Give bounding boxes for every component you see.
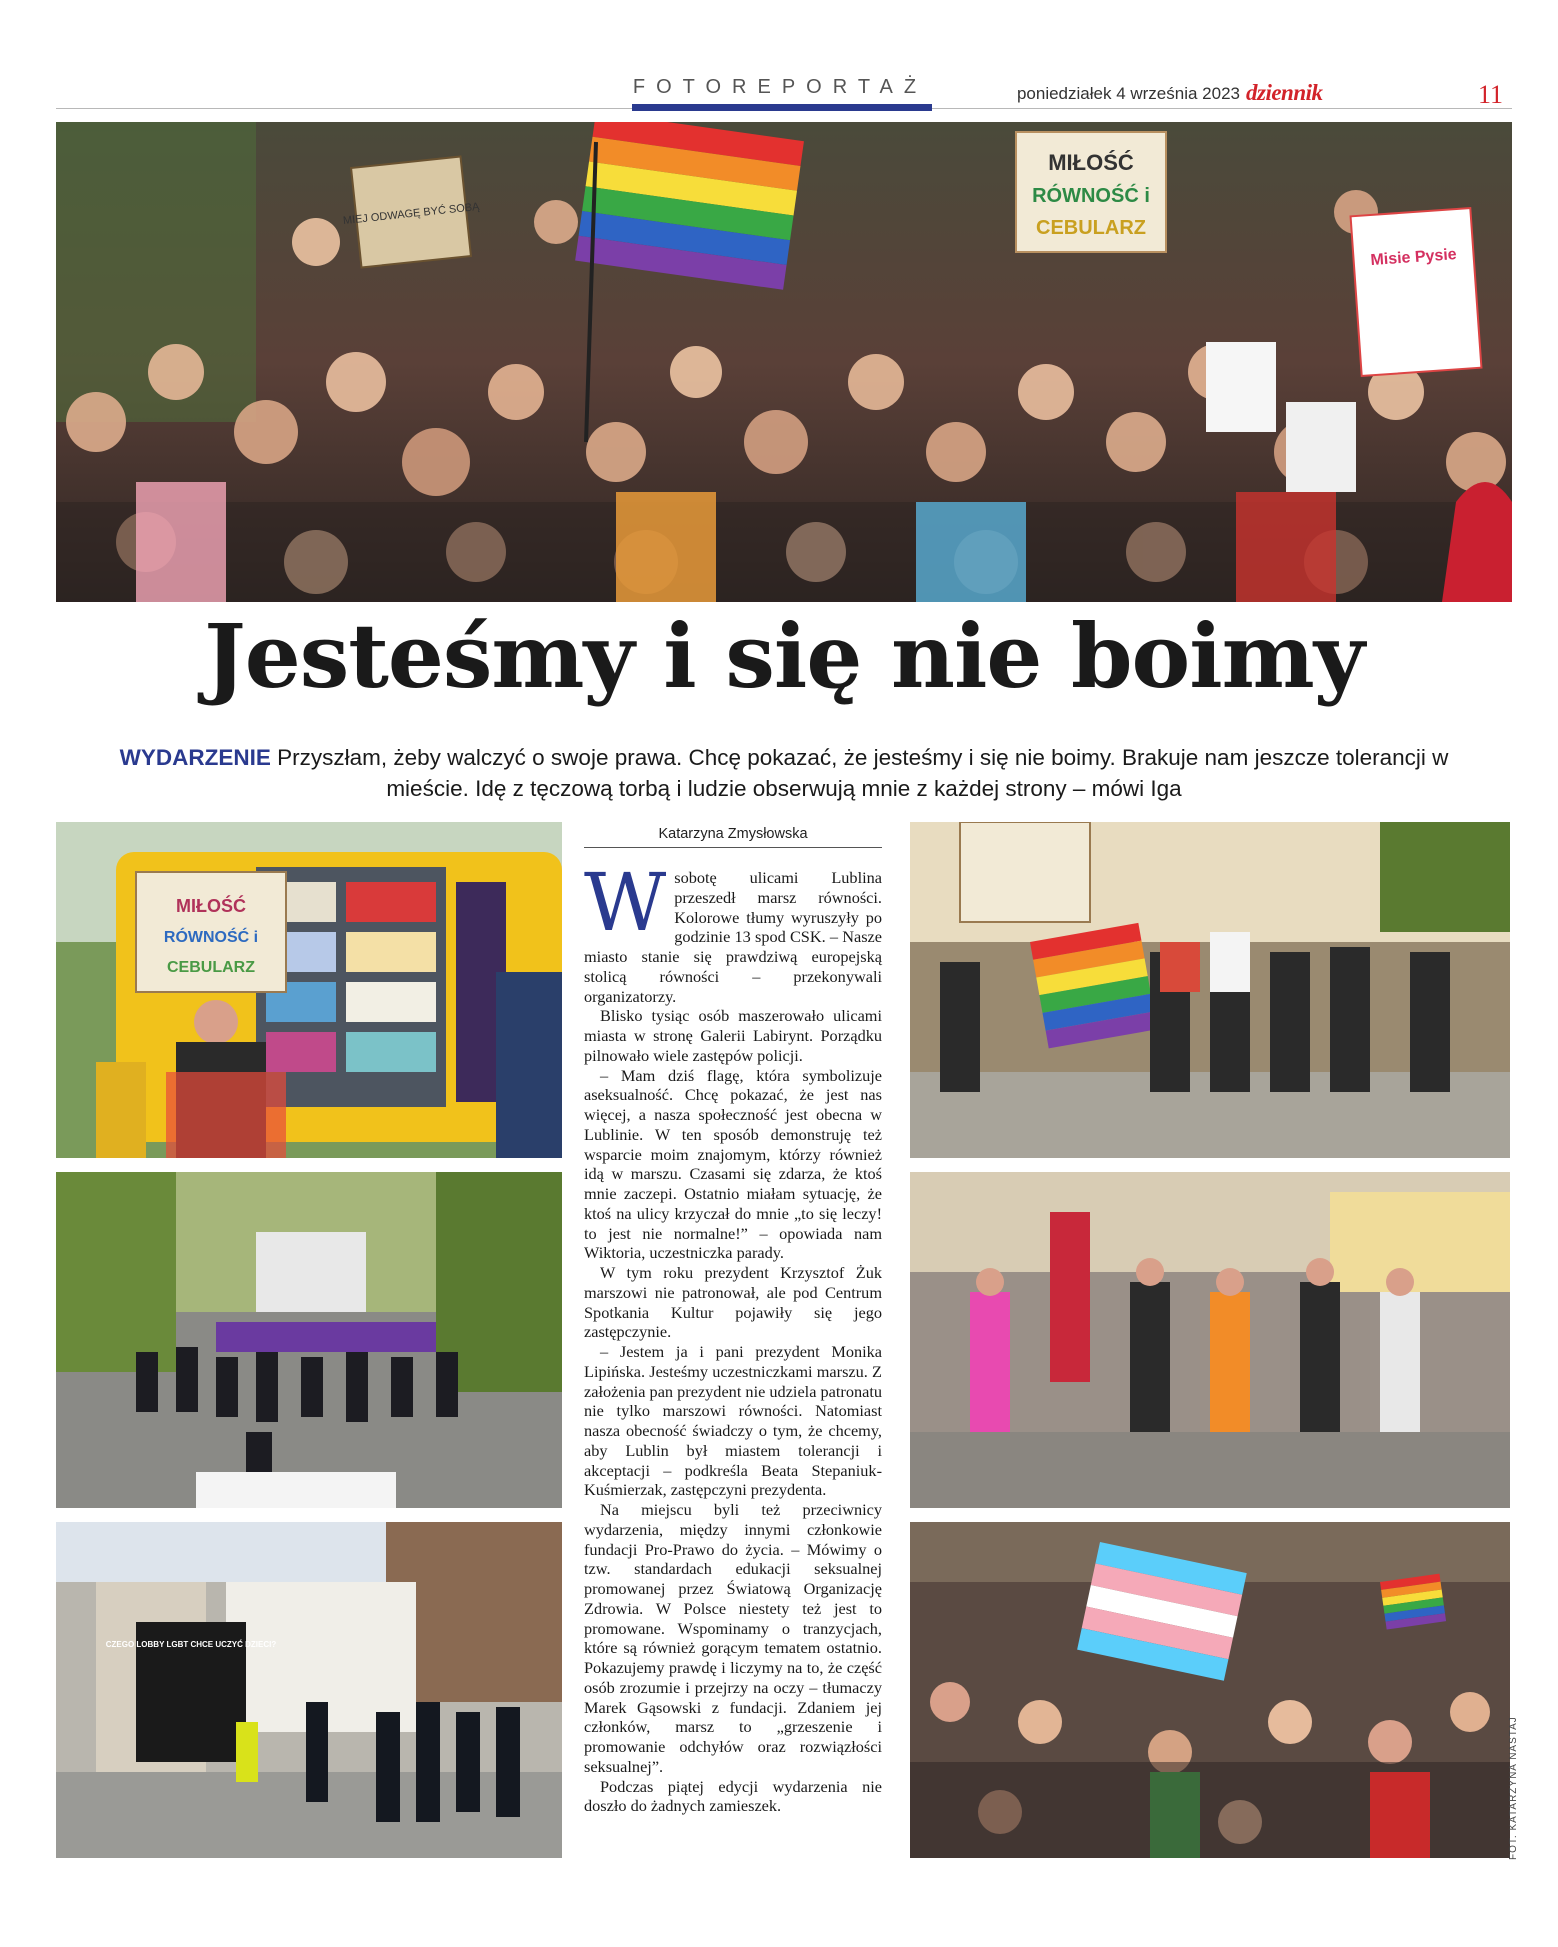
article-paragraph: Blisko tysiąc osób maszerowało ulicami miasta w stronę Galerii Labirynt. Porządku pilnowało wiele zastępów policji. [584, 1006, 882, 1065]
lead-kicker: WYDARZENIE [119, 745, 271, 770]
article-paragraph: Podczas piątej edycji wydarzenia nie doszło do żadnych zamieszek. [584, 1776, 882, 1816]
photo-sign-line-1: MIŁOŚĆ [176, 896, 246, 916]
page-number: 11 [1478, 80, 1504, 109]
headline: Jesteśmy i się nie boimy [204, 604, 1364, 708]
article-paragraph: Na miejscu byli też przeciwnicy wydarzenia, między innymi członkowie fundacji Pro-Prawo do życia. – Mówimy o tzw. standardach edukacji seksualnej promowanej przez Światową Organizację Zdrowia. W Polsce niestety też jest to promowane. Wspominamy o tranzycjach, które są również gorącym tematem ostatnio. Pokazujemy prawdę i liczymy na to, że część osób zrozumie i przejrzy na oczy – tłumaczy Marek Gąsowski z fundacji. Zdaniem jej członków, marsz to „grzeszenie i promowanie odchyłów oraz rozwiązłości seksualnej”. [584, 1500, 882, 1776]
photo-sign-bus [56, 822, 562, 1158]
counter-protest-sign: CZEGO LOBBY LGBT CHCE UCZYĆ DZIECI? [105, 1640, 277, 1649]
drop-cap: W [584, 856, 667, 949]
issue-date: poniedziałek 4 września 2023 [1016, 84, 1240, 103]
paragraph-text: sobotę ulicami Lublina przeszedł marsz równości. Kolorowe tłumy wyruszyły po godzinie 13 spod CSK. – Nasze miasto stanie się prawdziwą europejską stolicą równości – przekonywali organizatorzy. [584, 868, 882, 1006]
newspaper-logo: dziennik [1246, 80, 1323, 105]
lead-paragraph [90, 742, 1478, 804]
hero-sign-right: Misie Pysie [1369, 246, 1458, 270]
section-label: FOTOREPORTAŻ [630, 76, 930, 99]
hero-sign-line-3: CEBULARZ [1036, 217, 1146, 239]
hero-sign-line-1: MIŁOŚĆ [1048, 150, 1134, 175]
photo-police-march [56, 1172, 562, 1508]
article-paragraph [584, 856, 882, 1006]
photo-sign-line-3: CEBULARZ [167, 959, 255, 976]
article-paragraph: W tym roku prezydent Krzysztof Żuk marszowi nie patronował, ale pod Centrum Spotkania Kultur pojawiły się jego zastępczynie. [584, 1263, 882, 1342]
photo-march-flags [910, 822, 1510, 1158]
article-body [584, 856, 882, 1816]
article-paragraph: – Mam dziś flagę, która symbolizuje aseksualność. Chcę pokazać, że jest nas więcej, a nasza społeczność jest obecna w Lublinie. W ten sposób demonstruję też wsparcie moim znajomym, którzy również idą w marszu. Czasami się zdarza, że ktoś mnie zaczepi. Ostatnio miałam sytuację, że ktoś na ulicy krzyczał do mnie „to się leczy! to jest nie normalne!” – opowiada nam Wiktoria, uczestniczka parady. [584, 1065, 882, 1263]
hero-photo-crowd [56, 122, 1512, 602]
photo-trans-flag-crowd [910, 1522, 1510, 1858]
hero-sign-left: MIEJ ODWAGĘ BYĆ SOBĄ [342, 200, 481, 228]
section-underline [632, 104, 932, 111]
byline: Katarzyna Zmysłowska [658, 826, 808, 842]
lead-text: Przyszłam, żeby walczyć o swoje prawa. Chcę pokazać, że jesteśmy i się nie boimy. Brakuje nam jeszcze tolerancji w mieście. Idę z tęczową torbą i ludzie obserwują mnie z każdej strony – mówi Iga [277, 745, 1449, 801]
photo-march-street [910, 1172, 1510, 1508]
photo-sign-line-2: RÓWNOŚĆ i [163, 929, 259, 946]
photo-counter-protest [56, 1522, 562, 1858]
article-paragraph: – Jestem ja i pani prezydent Monika Lipińska. Jesteśmy uczestniczkami marszu. Z założenia pan prezydent nie udziela patronatu nie tylko marszowi równości. Natomiast nasza obecność świadczy o tym, że chcemy, aby Lublin był miastem tolerancji i akceptacji – podkreśla Beata Stepaniuk-Kuśmierzak, zastępczyni prezydenta. [584, 1342, 882, 1500]
byline-rule [584, 847, 882, 848]
hero-sign-line-2: RÓWNOŚĆ i [1032, 185, 1150, 207]
photo-credit: FOT. KATARZYNA NASTAJ [1508, 1716, 1519, 1860]
